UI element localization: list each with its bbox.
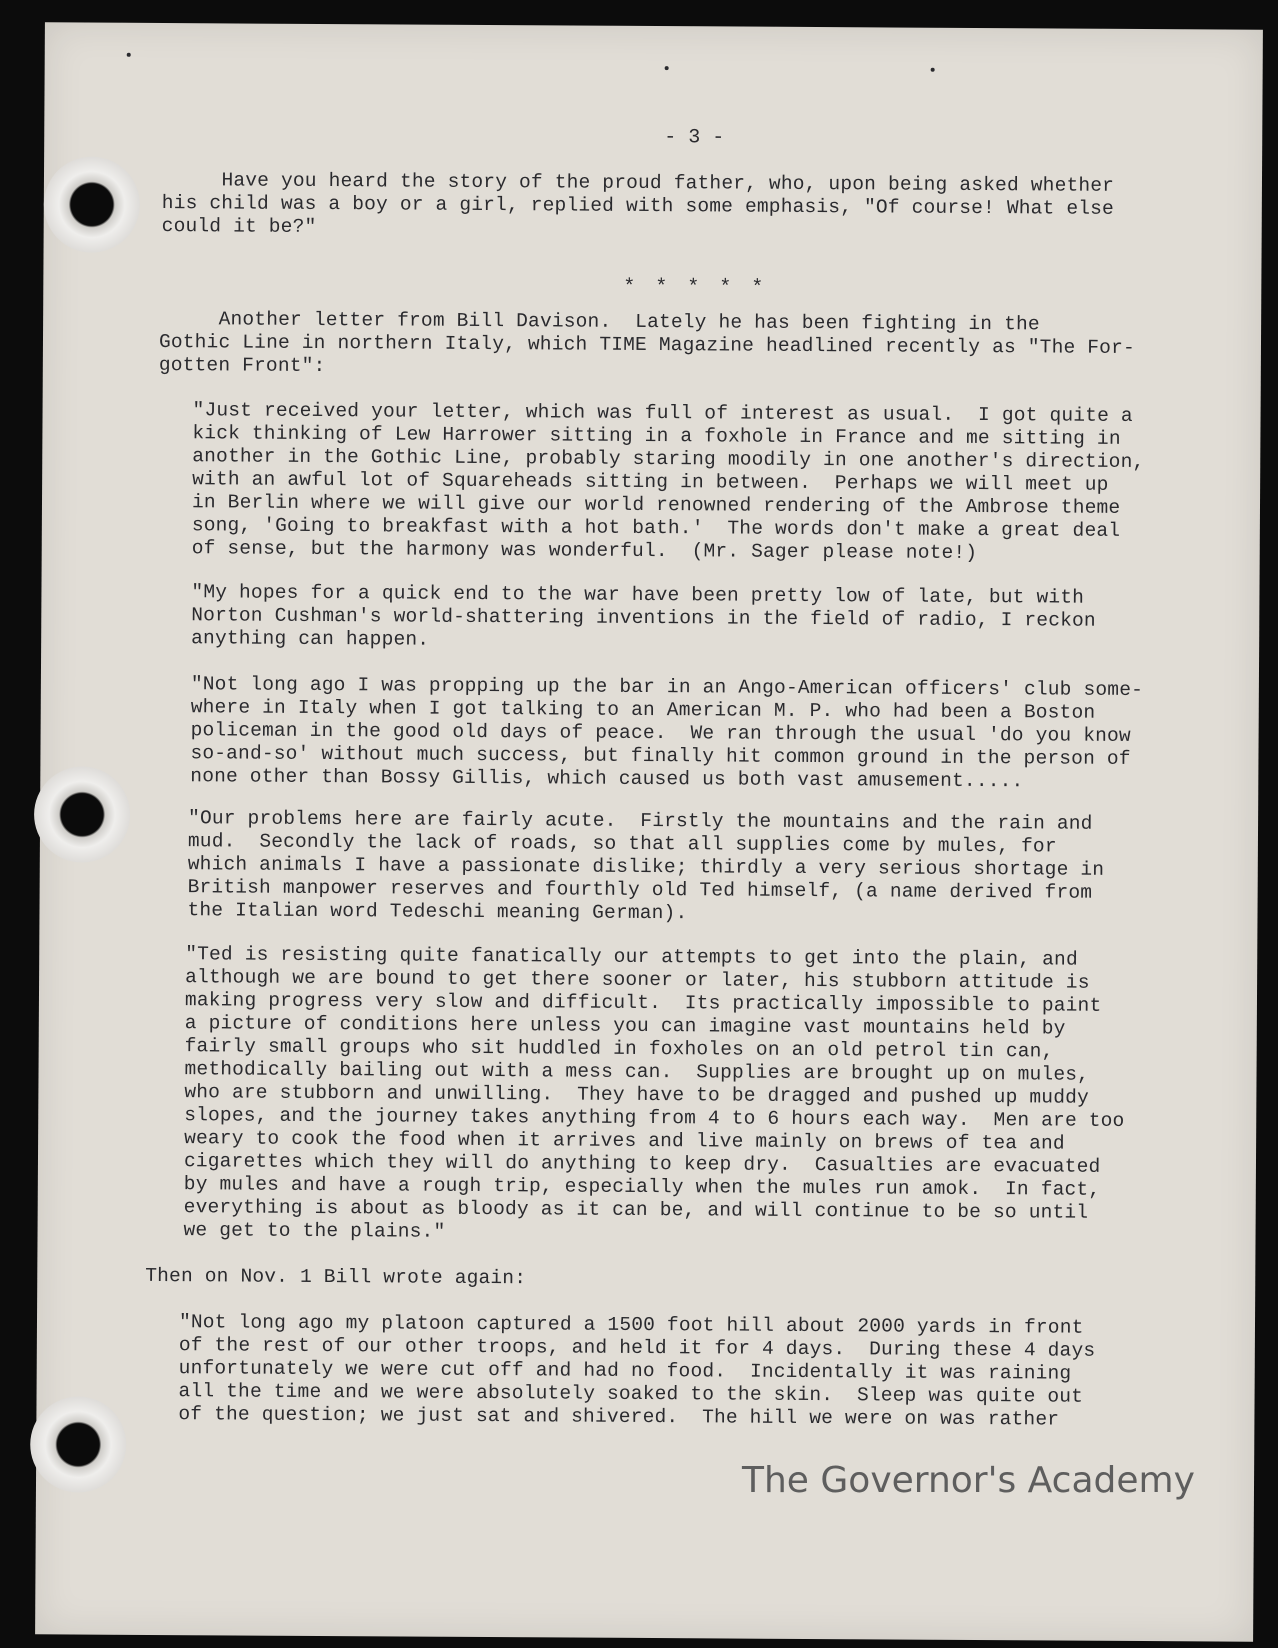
ink-speck — [931, 68, 935, 72]
text-line: of sense, but the harmony was wonderful. (Mr. Sager please note!) — [191, 537, 978, 564]
text-line: mud. Secondly the lack of roads, so that all supplies come by mules, for — [187, 830, 1057, 858]
text-line: where in Italy when I got talking to an American M. P. who had been a Boston — [190, 696, 1096, 724]
text-line: his child was a boy or a girl, replied with some emphasis, "Of course! What else — [161, 192, 1115, 220]
text-line: with an awful lot of Squareheads sitting in between. Perhaps we will meet up — [192, 468, 1109, 496]
text-line: we get to the plains." — [183, 1219, 446, 1243]
text-line: kick thinking of Lew Harrower sitting in a foxhole in France and me sitting in — [192, 422, 1121, 450]
text-line: none other than Bossy Gillis, which caused us both vast amusement..... — [190, 765, 1024, 793]
text-line: Another letter from Bill Davison. Lately he has been fighting in the — [159, 307, 1040, 336]
text-line: a picture of conditions here unless you can imagine vast mountains held by — [184, 1012, 1066, 1040]
punch-hole — [30, 1396, 127, 1493]
typed-letter-page — [35, 22, 1263, 1641]
punch-hole — [44, 156, 141, 253]
archive-watermark: The Governor's Academy — [742, 1460, 1195, 1501]
page-number: - 3 - — [664, 126, 725, 150]
text-line: in Berlin where we will give our world renowned rendering of the Ambrose theme — [191, 491, 1121, 519]
text-line: of the question; we just sat and shivered. The hill we were on was rather — [178, 1403, 1060, 1431]
text-line: which animals I have a passionate dislike; thirdly a very serious shortage in — [187, 853, 1105, 881]
text-line: making progress very slow and difficult. Its practically impossible to paint — [184, 989, 1102, 1017]
text-line: "Our problems here are fairly acute. Firstly the mountains and the rain and — [188, 807, 1093, 835]
text-line: methodically bailing out with a mess can. Supplies are brought up on mules, — [184, 1058, 1090, 1086]
text-line: Norton Cushman's world-shattering inventions in the field of radio, I reckon — [191, 604, 1096, 632]
text-line: "Not long ago my platoon captured a 1500 foot hill about 2000 yards in front — [178, 1311, 1084, 1339]
text-line: slopes, and the journey takes anything from 4 to 6 hours each way. Men are too — [184, 1104, 1125, 1132]
text-line: Have you heard the story of the proud father, who, upon being asked whether — [161, 169, 1115, 197]
text-line: cigarettes which they will do anything to keep dry. Casualties are evacuated — [183, 1150, 1101, 1178]
section-separator: * * * * * — [623, 275, 768, 300]
text-line: who are stubborn and unwilling. They have to be dragged and pushed up muddy — [184, 1081, 1089, 1109]
text-line: fairly small groups who sit huddled in foxholes on an old petrol tin can, — [184, 1035, 1054, 1063]
text-line: unfortunately we were cut off and had no food. Incidentally it was raining — [178, 1357, 1072, 1385]
punch-hole — [34, 766, 131, 863]
text-line: "Not long ago I was propping up the bar in an Ango-American officers' club some- — [190, 673, 1144, 702]
text-line: although we are bound to get there sooner or later, his stubborn attitude is — [185, 966, 1090, 994]
text-line: so-and-so' without much success, but finally hit common ground in the person of — [190, 742, 1131, 770]
text-line: weary to cook the food when it arrives and live mainly on brews of tea and — [184, 1127, 1065, 1155]
text-line: song, 'Going to breakfast with a hot bath.' The words don't make a great deal — [191, 514, 1121, 542]
text-line: by mules and have a rough trip, especially when the mules run amok. In fact, — [183, 1173, 1101, 1201]
text-line: policeman in the good old days of peace. We ran through the usual 'do you know — [190, 719, 1131, 747]
text-line: "Just received your letter, which was full of interest as usual. I got quite a — [192, 399, 1133, 427]
text-line: could it be?" — [161, 215, 317, 238]
text-line: Gothic Line in northern Italy, which TIME Magazine headlined recently as "The For- — [158, 330, 1136, 359]
ink-speck — [665, 66, 669, 70]
text-line: the Italian word Tedeschi meaning German). — [187, 899, 688, 925]
text-line: "Ted is resisting quite fanatically our attempts to get into the plain, and — [185, 943, 1078, 971]
text-line: another in the Gothic Line, probably staring moodily in one another's direction, — [192, 445, 1145, 474]
ink-speck — [127, 53, 131, 57]
text-line: British manpower reserves and fourthly old Ted himself, (a name derived from — [187, 876, 1093, 904]
text-line: "My hopes for a quick end to the war have been pretty low of late, but with — [191, 581, 1085, 609]
text-line: anything can happen. — [191, 627, 430, 651]
text-line: Then on Nov. 1 Bill wrote again: — [145, 1264, 527, 1290]
text-line: all the time and we were absolutely soaked to the skin. Sleep was quite out — [178, 1380, 1084, 1408]
text-line: everything is about as bloody as it can be, and will continue to be so until — [183, 1196, 1089, 1224]
text-line: gotten Front": — [158, 353, 326, 378]
text-line: of the rest of our other troops, and held it for 4 days. During these 4 days — [178, 1334, 1096, 1362]
